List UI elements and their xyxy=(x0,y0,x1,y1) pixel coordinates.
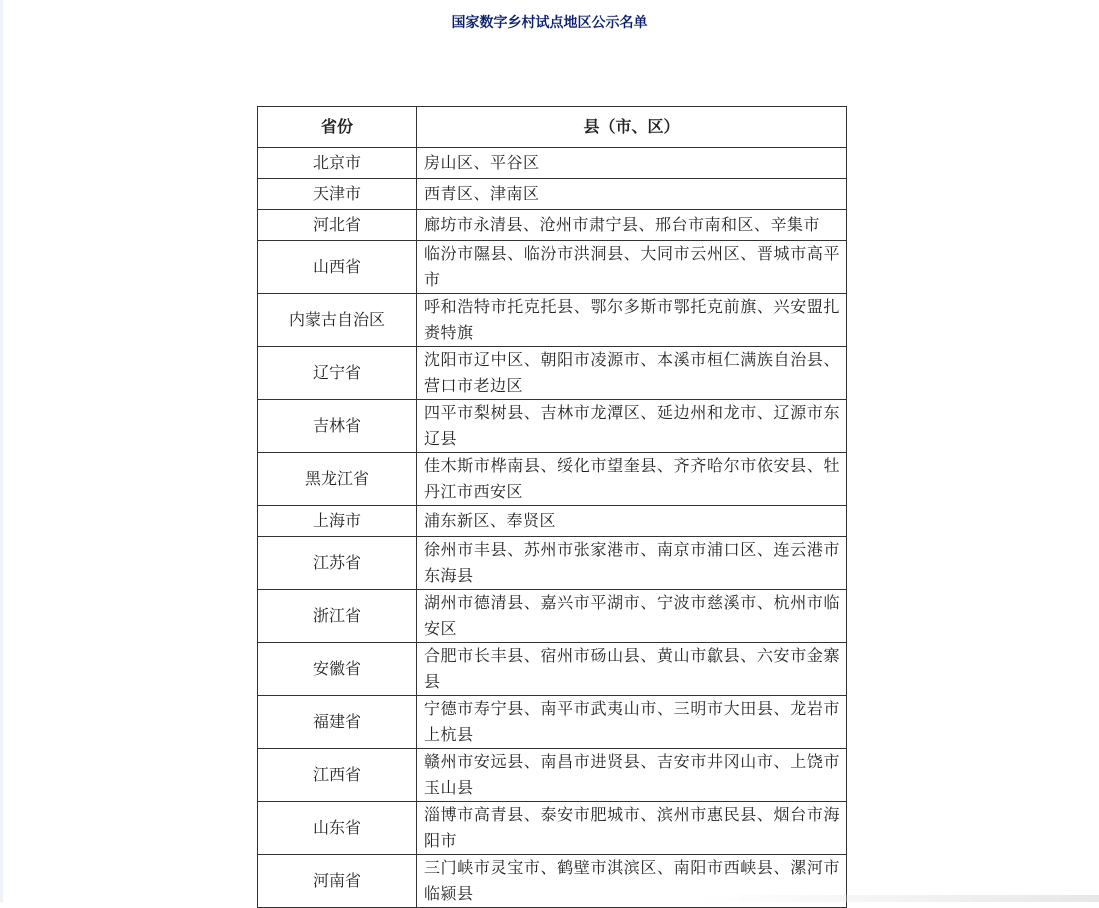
table-row xyxy=(258,347,847,400)
table-row xyxy=(258,506,847,537)
county-cell: 西青区、津南区 xyxy=(417,179,847,210)
county-cell: 临汾市隰县、临汾市洪洞县、大同市云州区、晋城市高平市 xyxy=(417,241,847,294)
bottom-scroll-shadow xyxy=(700,895,1099,902)
county-cell: 沈阳市辽中区、朝阳市凌源市、本溪市桓仁满族自治县、营口市老边区 xyxy=(417,347,847,400)
county-cell: 三门峡市灵宝市、鹤壁市淇滨区、南阳市西峡县、漯河市临颍县 xyxy=(417,855,847,908)
table-row xyxy=(258,537,847,590)
table-row xyxy=(258,294,847,347)
table-row xyxy=(258,696,847,749)
pilot-regions-table xyxy=(257,106,847,908)
province-cell: 山西省 xyxy=(258,241,417,294)
province-cell: 天津市 xyxy=(258,179,417,210)
province-cell: 山东省 xyxy=(258,802,417,855)
province-cell: 江西省 xyxy=(258,749,417,802)
province-cell: 内蒙古自治区 xyxy=(258,294,417,347)
county-cell: 房山区、平谷区 xyxy=(417,148,847,179)
county-cell: 四平市梨树县、吉林市龙潭区、延边州和龙市、辽源市东辽县 xyxy=(417,400,847,453)
county-cell: 湖州市德清县、嘉兴市平湖市、宁波市慈溪市、杭州市临安区 xyxy=(417,590,847,643)
county-cell: 浦东新区、奉贤区 xyxy=(417,506,847,537)
province-cell: 吉林省 xyxy=(258,400,417,453)
page-left-edge xyxy=(0,0,3,902)
province-cell: 黑龙江省 xyxy=(258,453,417,506)
province-cell: 浙江省 xyxy=(258,590,417,643)
county-cell: 合肥市长丰县、宿州市砀山县、黄山市歙县、六安市金寨县 xyxy=(417,643,847,696)
table-row xyxy=(258,590,847,643)
county-cell: 廊坊市永清县、沧州市肃宁县、邢台市南和区、辛集市 xyxy=(417,210,847,241)
page-title: 国家数字乡村试点地区公示名单 xyxy=(451,15,648,31)
table-row xyxy=(258,453,847,506)
county-cell: 徐州市丰县、苏州市张家港市、南京市浦口区、连云港市东海县 xyxy=(417,537,847,590)
header-county: 县（市、区） xyxy=(417,107,847,148)
county-cell: 呼和浩特市托克托县、鄂尔多斯市鄂托克前旗、兴安盟扎赉特旗 xyxy=(417,294,847,347)
county-cell: 宁德市寿宁县、南平市武夷山市、三明市大田县、龙岩市上杭县 xyxy=(417,696,847,749)
province-cell: 河北省 xyxy=(258,210,417,241)
county-cell: 佳木斯市桦南县、绥化市望奎县、齐齐哈尔市依安县、牡丹江市西安区 xyxy=(417,453,847,506)
table-header-row xyxy=(258,107,847,148)
table-row xyxy=(258,400,847,453)
table-row xyxy=(258,148,847,179)
header-province: 省份 xyxy=(258,107,417,148)
table-row xyxy=(258,643,847,696)
county-cell: 淄博市高青县、泰安市肥城市、滨州市惠民县、烟台市海阳市 xyxy=(417,802,847,855)
province-cell: 北京市 xyxy=(258,148,417,179)
province-cell: 河南省 xyxy=(258,855,417,908)
province-cell: 辽宁省 xyxy=(258,347,417,400)
table-row xyxy=(258,749,847,802)
province-cell: 福建省 xyxy=(258,696,417,749)
province-cell: 江苏省 xyxy=(258,537,417,590)
county-cell: 赣州市安远县、南昌市进贤县、吉安市井冈山市、上饶市玉山县 xyxy=(417,749,847,802)
province-cell: 上海市 xyxy=(258,506,417,537)
table-row xyxy=(258,241,847,294)
table-row xyxy=(258,802,847,855)
table-row xyxy=(258,179,847,210)
province-cell: 安徽省 xyxy=(258,643,417,696)
table-row xyxy=(258,210,847,241)
